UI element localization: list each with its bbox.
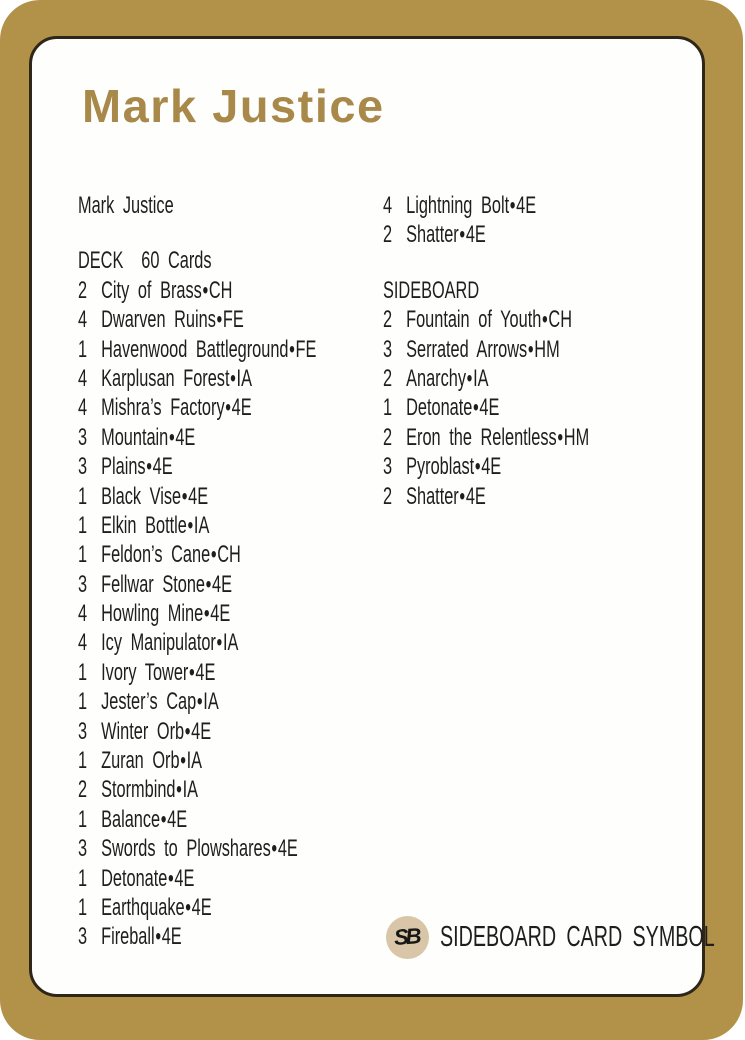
deck-list-item	[383, 220, 607, 249]
bullet-separator: •	[168, 864, 174, 892]
bullet-separator: •	[216, 629, 223, 657]
card-quantity: 1	[78, 893, 88, 921]
deck-list-item	[78, 599, 302, 628]
card-name: Elkin Bottle	[101, 511, 187, 539]
card-set-code: IA	[222, 629, 239, 657]
card-set-code: FE	[295, 335, 317, 363]
sideboard-list-item	[383, 423, 607, 452]
deck-list-item	[78, 452, 302, 481]
bullet-separator: •	[168, 423, 175, 451]
bullet-separator: •	[527, 335, 534, 363]
card-name: Shatter	[406, 482, 459, 510]
sideboard-list-item	[383, 305, 607, 334]
card-set-code: IA	[182, 776, 199, 804]
bullet-separator: •	[181, 482, 188, 510]
deck-list-item	[78, 335, 317, 364]
deck-list-item	[78, 305, 302, 334]
card-name: City of Brass	[101, 276, 202, 304]
bullet-separator: •	[189, 658, 195, 686]
card-quantity: 1	[78, 541, 88, 569]
sideboard-legend	[386, 915, 745, 959]
card-set-code: 4E	[152, 453, 173, 481]
deck-list-item	[78, 922, 302, 951]
deck-list-left	[78, 276, 408, 952]
deck-list-item	[78, 717, 302, 746]
card-set-code: IA	[473, 364, 489, 392]
bullet-separator: •	[184, 717, 191, 745]
bullet-separator: •	[459, 482, 466, 510]
card-name: Icy Manipulator	[101, 629, 216, 657]
card-set-code: 4E	[481, 453, 502, 481]
card-name: Havenwood Battleground	[101, 335, 289, 363]
card-quantity: 2	[383, 423, 393, 451]
deck-column-left	[78, 191, 408, 952]
card-name: Earthquake	[101, 893, 185, 921]
card-name: Stormbind	[101, 776, 176, 804]
deck-count: 60 Cards	[141, 247, 212, 275]
card-set-code: CH	[217, 541, 241, 569]
card-quantity: 1	[78, 688, 88, 716]
deck-list-right	[383, 191, 713, 250]
card-quantity: 1	[78, 805, 88, 833]
bullet-separator: •	[473, 394, 479, 422]
bullet-separator: •	[203, 600, 210, 628]
card-set-code: 4E	[195, 658, 216, 686]
card-name: Mountain	[101, 423, 169, 451]
deck-list-item	[78, 364, 302, 393]
card-quantity: 1	[78, 482, 88, 510]
bullet-separator: •	[230, 364, 236, 392]
card-set-code: CH	[208, 276, 233, 304]
bullet-separator: •	[196, 688, 203, 716]
card-face	[29, 36, 715, 997]
deck-list-item	[78, 570, 302, 599]
card-name: Serrated Arrows	[406, 335, 528, 363]
deck-list-item	[78, 423, 302, 452]
card-set-code: 4E	[231, 394, 252, 422]
bullet-separator: •	[459, 221, 466, 249]
deck-list-item	[78, 540, 302, 569]
card-name: Pyroblast	[406, 453, 475, 481]
card-set-code: IA	[193, 511, 210, 539]
card-quantity: 3	[78, 453, 88, 481]
card-set-code: 4E	[175, 423, 196, 451]
card-quantity: 4	[78, 394, 88, 422]
sideboard-list-item	[383, 452, 607, 481]
card-quantity: 4	[78, 306, 88, 334]
card-quantity: 2	[383, 306, 393, 334]
card-set-code: 4E	[516, 192, 537, 219]
deck-list-item	[78, 276, 302, 305]
card-quantity: 3	[78, 423, 88, 451]
bullet-separator: •	[271, 835, 278, 863]
card-name: Mishra’s Factory	[101, 394, 225, 422]
card-set-code: 4E	[465, 221, 486, 249]
deck-list-item	[78, 775, 302, 804]
sideboard-list-item	[383, 364, 607, 393]
bullet-separator: •	[187, 511, 194, 539]
bullet-separator: •	[216, 306, 223, 334]
card-quantity: 1	[78, 864, 88, 892]
card-name: Black Vise	[101, 482, 182, 510]
deck-label: DECK	[78, 247, 124, 275]
card-name: Eron the Relentless	[406, 423, 557, 451]
card-set-code: IA	[236, 364, 252, 392]
card-quantity: 2	[383, 482, 393, 510]
card-quantity: 1	[78, 747, 88, 775]
card-quantity: 4	[78, 364, 88, 392]
card-quantity: 3	[383, 453, 393, 481]
deck-list-item	[78, 482, 302, 511]
bullet-separator: •	[557, 423, 564, 451]
card-name: Karplusan Forest	[101, 364, 230, 392]
card-quantity: 2	[78, 776, 88, 804]
deck-list-item	[78, 511, 302, 540]
card-quantity: 1	[78, 335, 88, 363]
card-name: Anarchy	[406, 364, 466, 392]
deck-list-item	[78, 687, 302, 716]
deck-header	[78, 246, 302, 275]
card-quantity: 3	[78, 570, 88, 598]
bullet-separator: •	[155, 923, 162, 951]
card-name: Fountain of Youth	[406, 306, 542, 334]
card-quantity: 4	[78, 600, 88, 628]
card-name: Howling Mine	[101, 600, 204, 628]
bullet-separator: •	[180, 747, 186, 775]
card-set-code: 4E	[174, 864, 195, 892]
card-set-code: CH	[548, 306, 572, 334]
card-quantity: 1	[78, 658, 88, 686]
card-set-code: IA	[186, 747, 203, 775]
card-quantity: 2	[78, 276, 88, 304]
bullet-separator: •	[466, 364, 473, 392]
card-name: Shatter	[406, 221, 459, 249]
bullet-separator: •	[185, 893, 191, 921]
bullet-separator: •	[205, 570, 212, 598]
bullet-separator: •	[542, 306, 548, 334]
card-set-code: HM	[534, 335, 560, 363]
card-name: Jester’s Cap	[101, 688, 197, 716]
sideboard-legend-label: SIDEBOARD CARD SYMBOL	[440, 920, 715, 953]
sideboard-symbol-text: SB	[392, 923, 420, 950]
card-name: Ivory Tower	[101, 658, 189, 686]
deck-list-item	[78, 893, 302, 922]
card-set-code: 4E	[479, 394, 500, 422]
card-name: Balance	[101, 805, 161, 833]
card-quantity: 4	[383, 192, 393, 219]
card-quantity: 3	[383, 335, 393, 363]
deck-list-item	[78, 805, 302, 834]
sideboard-symbol-icon	[386, 916, 429, 959]
card-set-code: 4E	[277, 835, 298, 863]
sideboard-header: SIDEBOARD	[383, 276, 480, 304]
card-set-code: FE	[222, 306, 244, 334]
card-quantity: 2	[383, 221, 393, 249]
card-name: Zuran Orb	[101, 747, 180, 775]
deck-list-item	[78, 746, 302, 775]
card-name: Swords to Plowshares	[101, 835, 271, 863]
card-set-code: 4E	[210, 600, 231, 628]
card-quantity: 3	[78, 717, 88, 745]
deck-list-item	[78, 834, 302, 863]
bullet-separator: •	[210, 541, 217, 569]
card-quantity: 3	[78, 923, 88, 951]
card-set-code: 4E	[191, 893, 212, 921]
card-quantity: 2	[383, 364, 393, 392]
card-set-code: 4E	[191, 717, 212, 745]
card-set-code: IA	[203, 688, 219, 716]
player-name: Mark Justice	[78, 192, 174, 219]
card-quantity: 1	[78, 511, 88, 539]
card-set-code: 4E	[212, 570, 233, 598]
card-set-code: HM	[563, 423, 590, 451]
card-name: Lightning Bolt	[406, 192, 510, 219]
sideboard-list	[383, 305, 713, 511]
card-set-code: 4E	[161, 923, 182, 951]
deck-list-item	[78, 864, 302, 893]
card-set-code: 4E	[188, 482, 209, 510]
sideboard-list-item	[383, 335, 607, 364]
card-name: Dwarven Ruins	[101, 306, 216, 334]
card-name: Detonate	[406, 394, 473, 422]
card-set-code: 4E	[167, 805, 188, 833]
bullet-separator: •	[202, 276, 209, 304]
bullet-separator: •	[146, 453, 152, 481]
deck-list-item	[383, 191, 607, 220]
deck-list-item	[78, 393, 302, 422]
deck-list-item	[78, 628, 302, 657]
card-name: Fireball	[101, 923, 155, 951]
card-name: Plains	[101, 453, 146, 481]
sideboard-list-item	[383, 482, 607, 511]
bullet-separator: •	[474, 453, 481, 481]
bullet-separator: •	[176, 776, 182, 804]
card-set-code: 4E	[465, 482, 486, 510]
bullet-separator: •	[225, 394, 231, 422]
deck-column-right	[383, 191, 713, 511]
card-quantity: 3	[78, 835, 88, 863]
bullet-separator: •	[289, 335, 295, 363]
bullet-separator: •	[509, 192, 516, 219]
card-name: Fellwar Stone	[101, 570, 205, 598]
deck-list-item	[78, 658, 302, 687]
card-name: Feldon’s Cane	[101, 541, 211, 569]
card-quantity: 1	[383, 394, 393, 422]
card-name: Winter Orb	[101, 717, 185, 745]
sideboard-list-item	[383, 393, 607, 422]
card-title: Mark Justice	[82, 80, 385, 132]
card-quantity: 4	[78, 629, 88, 657]
card-name: Detonate	[101, 864, 168, 892]
bullet-separator: •	[160, 805, 167, 833]
